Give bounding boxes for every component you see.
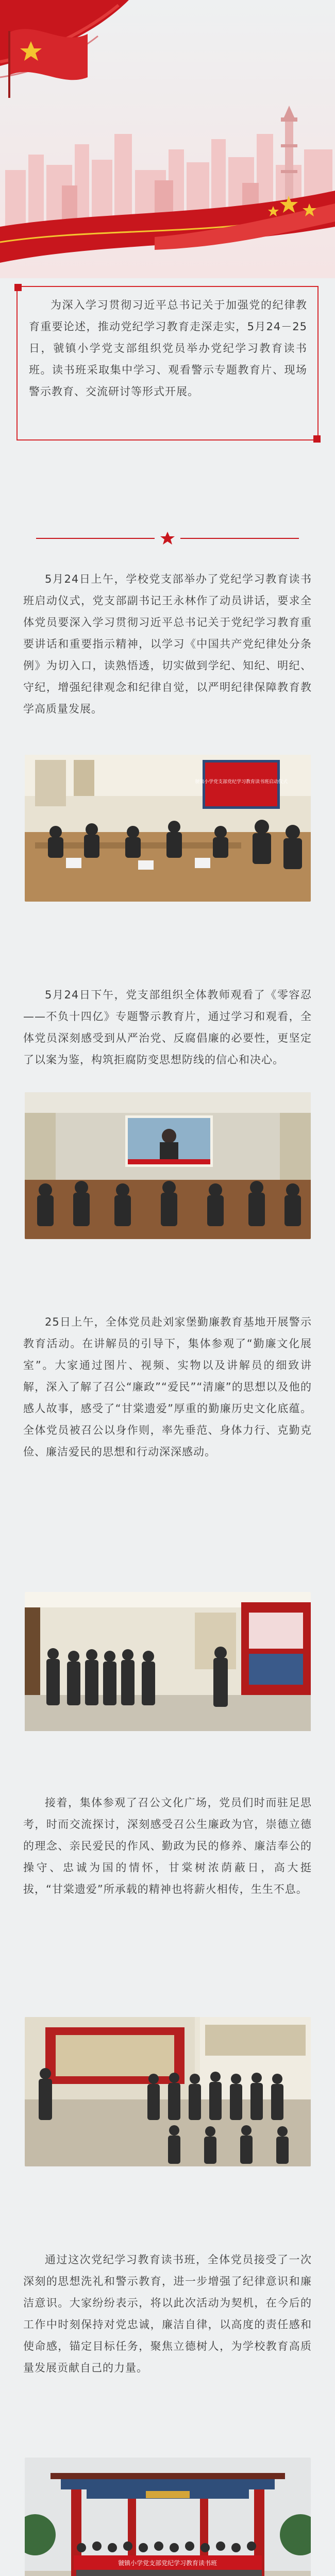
paragraph-2: 5月24日下午，党支部组织全体教师观看了《零容忍——不负十四亿》专题警示教育片，通过学习和观看，全体党员深刻感受到从严治党、反腐倡廉的必要性，更坚定了以案为鉴，构筑拒腐防变思想防线的信心和决心。 [23,989,312,1066]
intro-box [0,286,335,443]
paragraph-1: 5月24日上午，学校党支部举办了党纪学习教育读书班启动仪式，党支部副书记王永林作了动员讲话，要求全体党员要深入学习贯彻习近平总书记关于党纪学习教育重要讲话和重要指示精神，以学习《中国共产党纪律处分条例》为切入口，读熟悟透，切实做到学纪、知纪、明纪、守纪，增强纪律观念和纪律自觉，以严明纪律保障教育教学高质量发展。 [23,573,312,715]
photo-group-gate [25,2458,311,2576]
photo-warning-film [25,1092,311,1239]
divider-line-left [36,538,155,539]
divider-line-right [180,538,299,539]
gate-banner-caption: 虢镇小学党支部党纪学习教育读书班 [118,2560,217,2567]
header-illustration [0,0,335,278]
header-banner [0,0,335,278]
paragraph-5: 通过这次党纪学习教育读书班，全体党员接受了一次深刻的思想洗礼和警示教育，进一步增强了纪律意识和廉洁意识。大家纷纷表示，将以此次活动为契机，在今后的工作中时刻保持对党忠诚，廉洁自律，以高度的责任感和使命感，锚定目标任务，聚焦立德树人，为学校教育高质量发展贡献自己的力量。 [23,2253,312,2374]
banner-caption: 虢镇小学党支部党纪学习教育读书班启动仪式 [194,779,288,785]
corner-decoration [14,284,22,291]
intro-text: 为深入学习贯彻习近平总书记关于加强党的纪律教育重要论述，推动党纪学习教育走深走实，5月24－25日，虢镇小学党支部组织党员举办党纪学习教育读书班。读书班采取集中学习、观看警示专题教育片、现场警示教育、交流研讨等形式开展。 [29,299,307,398]
photo-exhibition-hall [25,1592,311,1731]
star-icon [160,532,175,545]
paragraph-4: 接着，集体参观了召公文化广场，党员们时而驻足思考，时而交流探讨，深刻感受召公生廉政为官，崇德立德的理念、亲民爱民的作风、勤政为民的修养、廉洁奉公的操守、忠诚为国的情怀，甘棠树浓荫蔽日，高大挺拔，“甘棠遗爱”所承载的精神也将薪火相传，生生不息。 [23,1797,312,1895]
photo-cultural-square [25,2017,311,2166]
paragraph-3: 25日上午，全体党员赴刘家堡勤廉教育基地开展警示教育活动。在讲解员的引导下，集体参观了“勤廉文化展室”。大家通过图片、视频、实物以及讲解员的细致讲解，深入了解了召公“廉政”“爱民”“清廉”的思想以及他的感人故事，感受了“甘棠遗爱”厚重的勤廉历史文化底蕴。全体党员被召公以身作则，率先垂范、身体力行、克勤克俭、廉洁爱民的思想和行动深深感动。 [23,1316,312,1458]
intro-frame [16,286,319,440]
corner-decoration [313,435,321,443]
photo-launch-ceremony [25,755,311,902]
section-divider [0,531,335,546]
